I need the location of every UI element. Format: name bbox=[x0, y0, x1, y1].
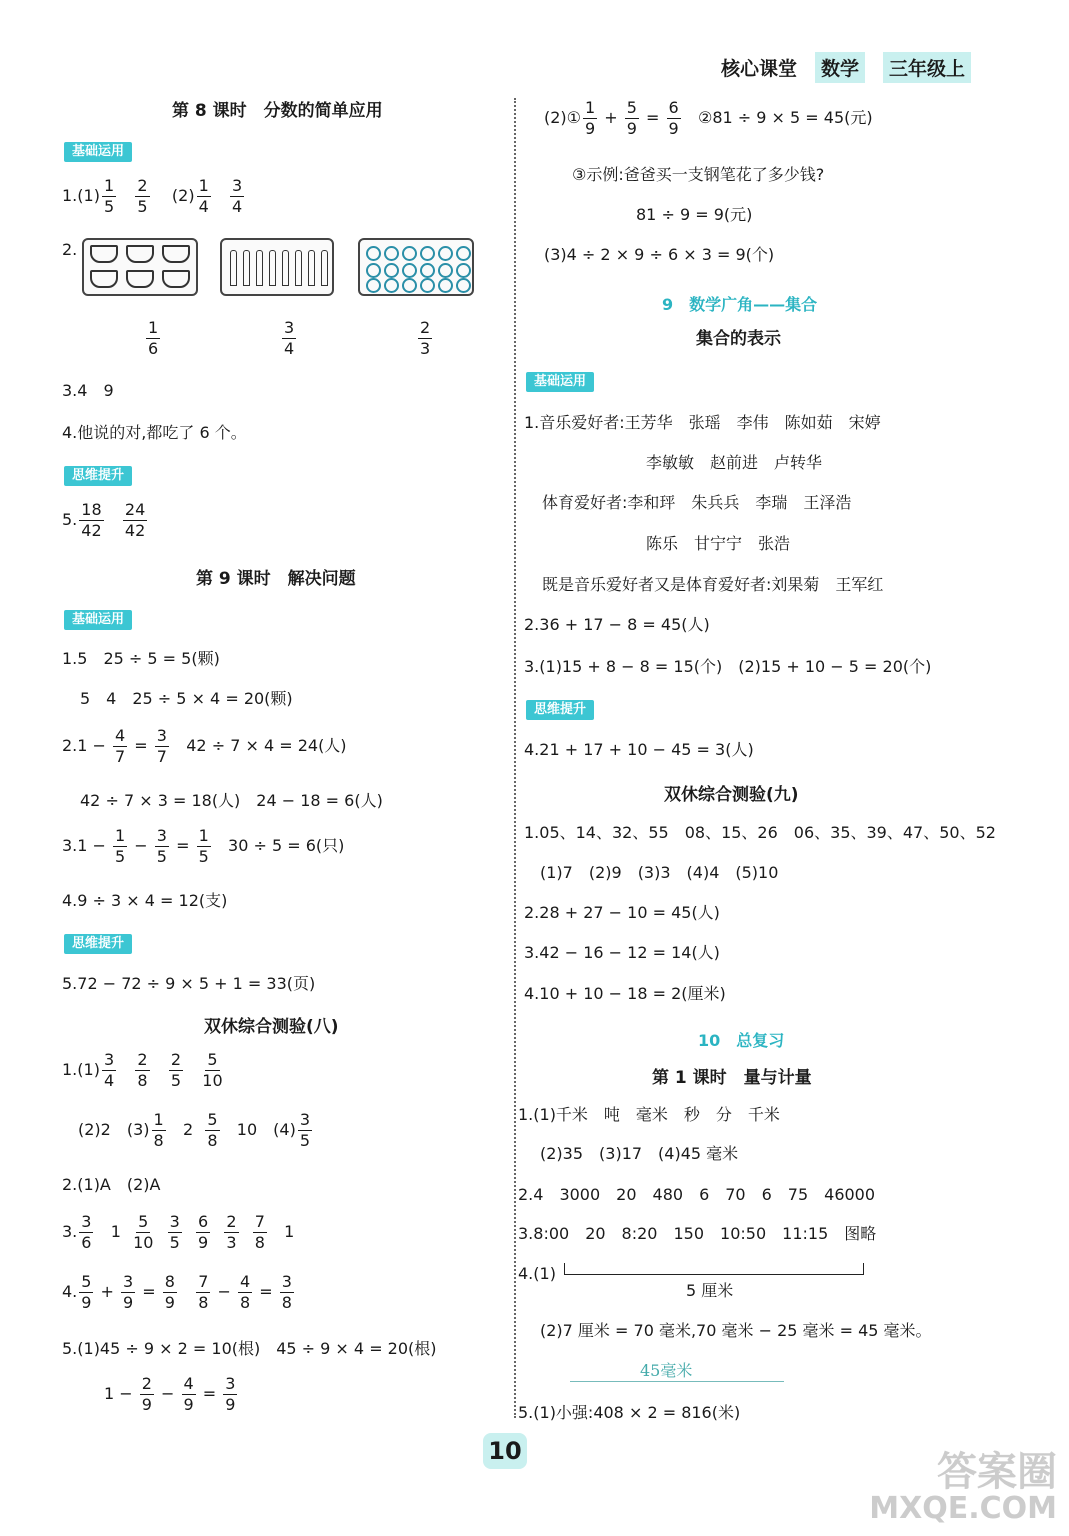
set-answer-4: 4.21 + 17 + 10 − 45 = 3(人) bbox=[524, 740, 754, 759]
answer-2-label: 2. bbox=[62, 240, 78, 259]
segment-length-label: 5 厘米 bbox=[686, 1281, 734, 1300]
thinking-tag: 思维提升 bbox=[526, 700, 594, 720]
problem-3: 3.1 − $\frac{1}{5}$ − $\frac{3}{5}$ = $\frac{1}{5}$ 30 ÷ 5 = 6(只) bbox=[62, 826, 345, 866]
page-number: 10 bbox=[483, 1433, 527, 1469]
set-answer-3: 3.(1)15 + 8 − 8 = 15(个) (2)15 + 10 − 5 = 20(个) bbox=[524, 657, 932, 676]
lesson-9-title: 第 9 课时 解决问题 bbox=[196, 569, 356, 589]
basic-tag: 基础运用 bbox=[64, 142, 132, 162]
test-9-title: 双休综合测验(九) bbox=[664, 785, 799, 805]
handwritten-line bbox=[570, 1381, 784, 1382]
test9-answer-3: 3.42 − 16 − 12 = 14(人) bbox=[524, 943, 720, 962]
answer-5: 5. $\frac{18}{42}$ $\frac{24}{42}$ bbox=[62, 500, 146, 540]
test-answer-2: 2.(1)A (2)A bbox=[62, 1175, 161, 1194]
set-answer-1c: 体育爱好者:李和玶 朱兵兵 李瑞 王泽浩 bbox=[542, 493, 852, 512]
test-answer-4: 4. $\frac{5}{9}$ + $\frac{3}{9}$ = $\frac{8}{9}$ $\frac{7}{8}$ − $\frac{4}{8}$ = $\frac{3}{8}$ bbox=[62, 1272, 292, 1312]
fraction-flowers: $\frac{2}{3}$ bbox=[420, 318, 431, 358]
review-answer-2: 2.4 3000 20 480 6 70 6 75 46000 bbox=[518, 1185, 876, 1204]
series-title: 核心课堂 bbox=[720, 58, 797, 80]
right-answer-2a: (2)① $\frac{1}{9}$ + $\frac{5}{9}$ = $\frac{6}{9}$ ②81 ÷ 9 × 5 = 45(元) bbox=[544, 98, 873, 138]
pens-box-image bbox=[220, 238, 334, 296]
basic-tag: 基础运用 bbox=[64, 610, 132, 630]
test9-answer-4: 4.10 + 10 − 18 = 2(厘米) bbox=[524, 984, 726, 1003]
test-answer-1b: (2)2 (3) $\frac{1}{8}$ 2 $\frac{5}{8}$ 10 (4) $\frac{3}{5}$ bbox=[78, 1110, 310, 1150]
set-answer-1e: 既是音乐爱好者又是体育爱好者:刘果菊 王军红 bbox=[542, 575, 884, 594]
watermark-logo: 答案圈 MXQE.COM bbox=[869, 1448, 1057, 1526]
set-answer-1d: 陈乐 甘宁宁 张浩 bbox=[646, 534, 791, 553]
grade-label: 三年级上 bbox=[883, 52, 971, 83]
review-lesson-1-title: 第 1 课时 量与计量 bbox=[652, 1068, 812, 1088]
set-answer-1b: 李敏敏 赵前进 卢转华 bbox=[646, 453, 823, 472]
review-answer-1a: 1.(1)千米 吨 毫米 秒 分 千米 bbox=[518, 1105, 780, 1124]
unit-10-title: 10 总复习 bbox=[698, 1031, 785, 1050]
test9-answer-2: 2.28 + 27 − 10 = 45(人) bbox=[524, 903, 720, 922]
handwritten-answer: 45毫米 bbox=[640, 1361, 693, 1380]
problem-2a: 2.1 − $\frac{4}{7}$ = $\frac{3}{7}$ 42 ÷ 7 × 4 = 24(人) bbox=[62, 726, 347, 766]
answer-4: 4.他说的对,都吃了 6 个。 bbox=[62, 423, 247, 442]
review-answer-4b: (2)7 厘米 = 70 毫米,70 毫米 − 25 毫米 = 45 毫米。 bbox=[540, 1321, 932, 1340]
problem-1a: 1.5 25 ÷ 5 = 5(颗) bbox=[62, 649, 220, 668]
test-answer-3: 3. $\frac{3}{6}$ 1 $\frac{5}{10}$ $\frac{3}{5}$ $\frac{6}{9}$ $\frac{2}{3}$ $\frac{7}{8}$ 1 bbox=[62, 1212, 295, 1252]
right-answer-example: ③示例:爸爸买一支钢笔花了多少钱? bbox=[572, 165, 825, 184]
right-answer-3: (3)4 ÷ 2 × 9 ÷ 6 × 3 = 9(个) bbox=[544, 245, 775, 264]
set-lesson-title: 集合的表示 bbox=[696, 329, 781, 349]
problem-1b: 5 4 25 ÷ 5 × 4 = 20(颗) bbox=[80, 689, 293, 708]
problem-4: 4.9 ÷ 3 × 4 = 12(支) bbox=[62, 891, 228, 910]
test9-answer-1b: (1)7 (2)9 (3)3 (4)4 (5)10 bbox=[540, 863, 779, 882]
test-8-title: 双休综合测验(八) bbox=[204, 1017, 339, 1037]
unit-9-title: 9 数学广角——集合 bbox=[662, 295, 818, 314]
lesson-8-title: 第 8 课时 分数的简单应用 bbox=[172, 101, 383, 121]
test-answer-5b: 1 − $\frac{2}{9}$ − $\frac{4}{9}$ = $\frac{3}{9}$ bbox=[104, 1374, 236, 1414]
test9-answer-1: 1.05、14、32、55 08、15、26 06、35、39、47、50、52 bbox=[524, 823, 996, 842]
column-divider bbox=[514, 98, 516, 1418]
thinking-tag: 思维提升 bbox=[64, 934, 132, 954]
thinking-tag: 思维提升 bbox=[64, 466, 132, 486]
answer-1: 1.(1) $\frac{1}{5}$ $\frac{2}{5}$ (2) $\frac{1}{4}$ $\frac{3}{4}$ bbox=[62, 176, 243, 216]
fraction-pens: $\frac{3}{4}$ bbox=[284, 318, 295, 358]
fraction-cups: $\frac{1}{6}$ bbox=[148, 318, 159, 358]
subject-label: 数学 bbox=[815, 52, 865, 83]
review-answer-1b: (2)35 (3)17 (4)45 毫米 bbox=[540, 1144, 739, 1163]
basic-tag: 基础运用 bbox=[526, 372, 594, 392]
review-answer-4a: 4.(1) bbox=[518, 1264, 556, 1283]
review-answer-5: 5.(1)小强:408 × 2 = 816(米) bbox=[518, 1403, 741, 1422]
flowers-tray-image bbox=[358, 238, 474, 296]
right-answer-example-calc: 81 ÷ 9 = 9(元) bbox=[636, 205, 753, 224]
test-answer-1a: 1.(1) $\frac{3}{4}$ $\frac{2}{8}$ $\frac{2}{5}$ $\frac{5}{10}$ bbox=[62, 1050, 223, 1090]
answer-3: 3.4 9 bbox=[62, 381, 114, 400]
test-answer-5a: 5.(1)45 ÷ 9 × 2 = 10(根) 45 ÷ 9 × 4 = 20(根) bbox=[62, 1339, 437, 1358]
line-segment-5cm bbox=[564, 1263, 864, 1275]
set-answer-2: 2.36 + 17 − 8 = 45(人) bbox=[524, 615, 710, 634]
page-header bbox=[721, 52, 971, 83]
problem-2c: 42 ÷ 7 × 3 = 18(人) 24 − 18 = 6(人) bbox=[80, 791, 383, 810]
cups-tray-image bbox=[82, 238, 198, 296]
set-answer-1a: 1.音乐爱好者:王芳华 张瑶 李伟 陈如茹 宋婷 bbox=[524, 413, 881, 432]
review-answer-3: 3.8:00 20 8:20 150 10:50 11:15 图略 bbox=[518, 1224, 877, 1243]
problem-5: 5.72 − 72 ÷ 9 × 5 + 1 = 33(页) bbox=[62, 974, 316, 993]
